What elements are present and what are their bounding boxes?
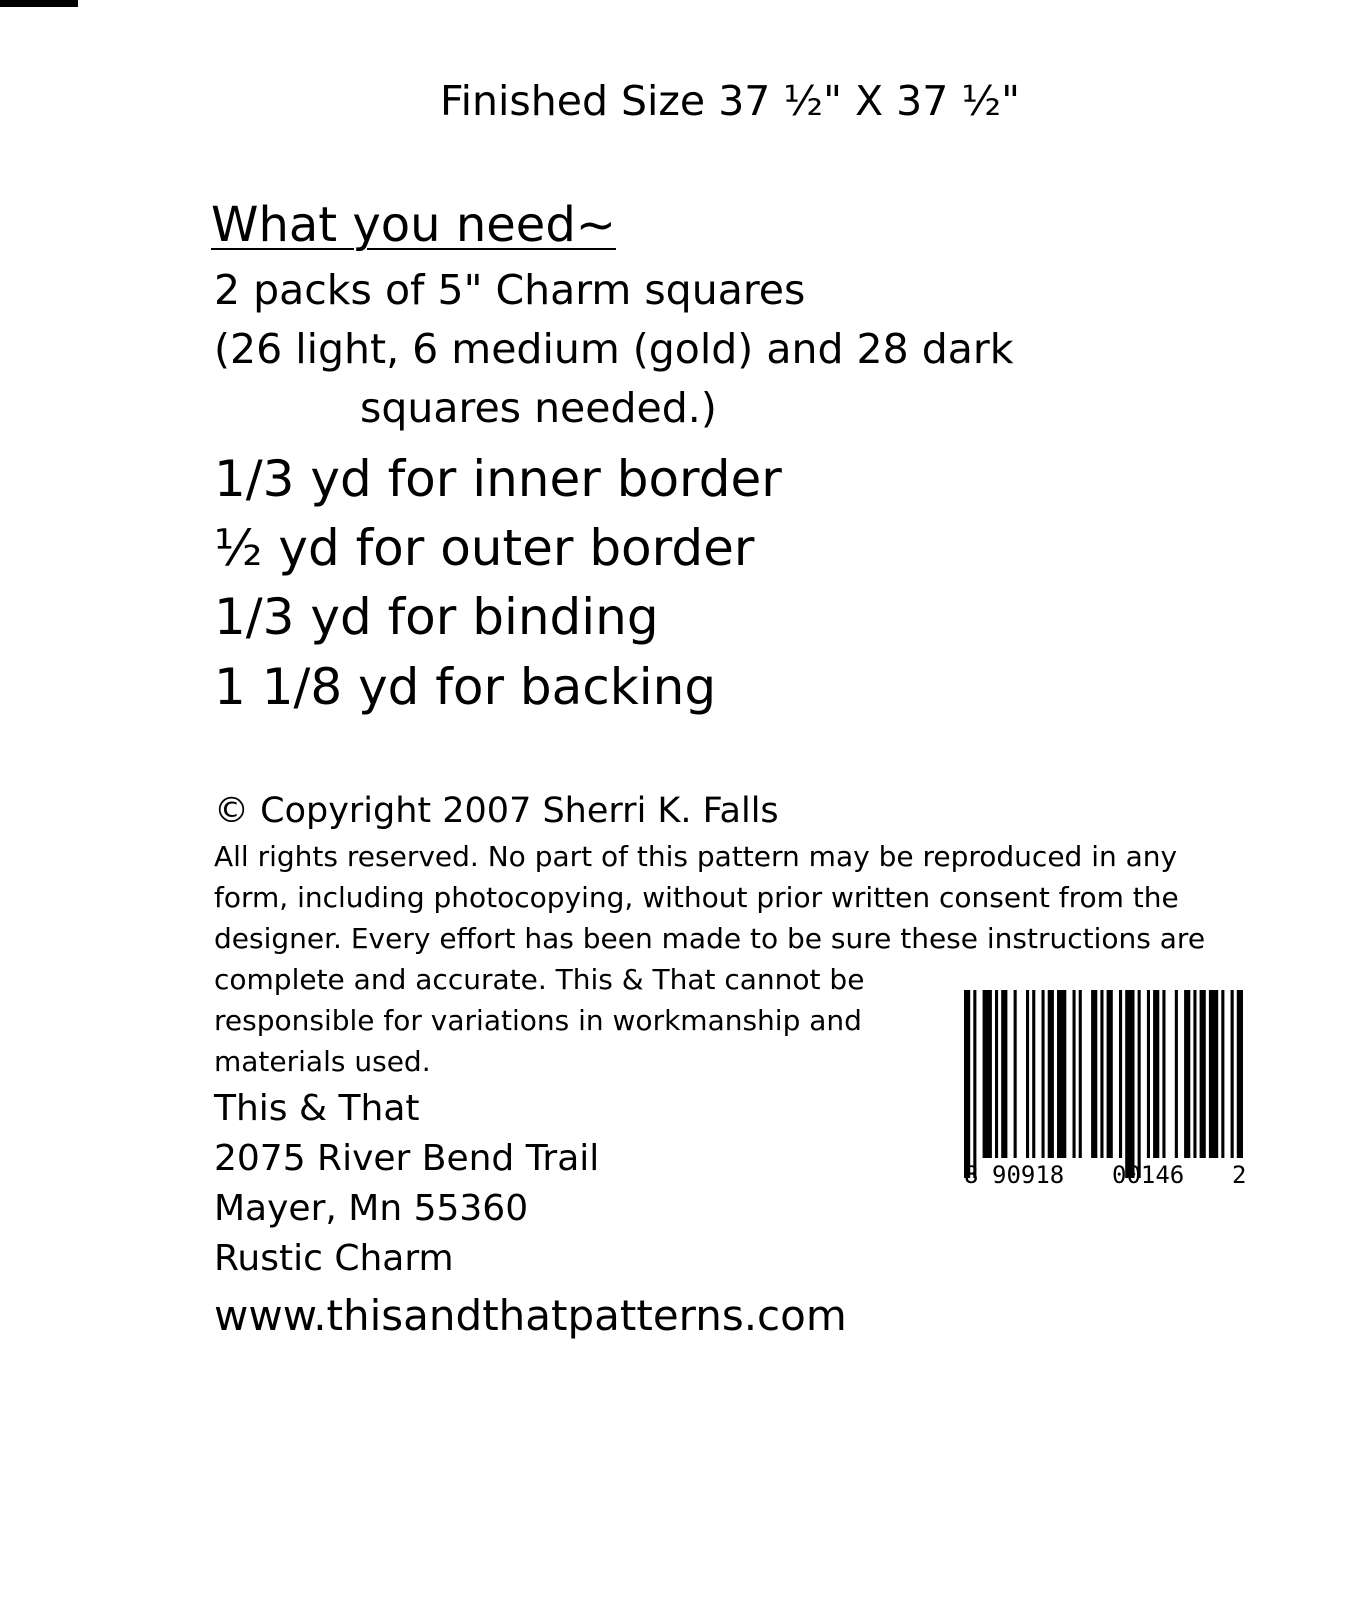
needs-line-squares-needed: squares needed.) xyxy=(360,384,717,432)
barcode-bar xyxy=(1057,990,1066,1158)
barcode-bar xyxy=(1100,990,1103,1158)
copyright-notice-line: form, including photocopying, without prior written consent from the xyxy=(214,881,1179,914)
barcode-left-digit: 8 xyxy=(964,1161,979,1189)
copyright-notice-line: responsible for variations in workmanship and xyxy=(214,1004,862,1037)
barcode-bar xyxy=(1221,990,1224,1158)
barcode-bar xyxy=(1107,990,1113,1158)
barcode-bar xyxy=(1184,990,1190,1158)
what-you-need-heading: What you need~ xyxy=(211,197,616,253)
barcode-bar xyxy=(1091,990,1097,1158)
needs-line-inner-border: 1/3 yd for inner border xyxy=(214,450,782,508)
barcode-bar xyxy=(1026,990,1029,1158)
publisher-name: This & That xyxy=(214,1088,420,1129)
barcode-bar xyxy=(1119,990,1122,1158)
publisher-city: Mayer, Mn 55360 xyxy=(214,1188,529,1229)
copyright-notice-line: complete and accurate. This & That cannot be xyxy=(214,963,865,996)
website-link[interactable]: www.thisandthatpatterns.com xyxy=(214,1291,847,1340)
barcode-bar xyxy=(964,990,970,1178)
barcode-bar xyxy=(1042,990,1045,1158)
barcode-bar xyxy=(1125,990,1134,1178)
needs-line-binding: 1/3 yd for binding xyxy=(214,588,659,646)
barcode-bar xyxy=(973,990,976,1178)
barcode-bar xyxy=(1231,990,1234,1158)
barcode-right-digit: 2 xyxy=(1232,1161,1247,1189)
barcode-bar xyxy=(1032,990,1035,1158)
barcode-left-group: 90918 xyxy=(992,1161,1065,1189)
barcode-bar xyxy=(1162,990,1165,1158)
barcode-bar xyxy=(1209,990,1218,1158)
barcode-bars xyxy=(964,990,1243,1178)
barcode xyxy=(962,990,1252,1190)
barcode-bar xyxy=(1153,990,1159,1158)
barcode-bar xyxy=(983,990,992,1158)
needs-line-backing: 1 1/8 yd for backing xyxy=(214,658,717,716)
barcode-bar xyxy=(1237,990,1243,1158)
copyright-notice-line: materials used. xyxy=(214,1045,431,1078)
barcode-right-group: 00146 xyxy=(1112,1161,1185,1189)
finished-size: Finished Size 37 ½" X 37 ½" xyxy=(440,77,1020,125)
pattern-name: Rustic Charm xyxy=(214,1238,454,1279)
needs-line-charm-packs: 2 packs of 5" Charm squares xyxy=(214,266,806,314)
publisher-street: 2075 River Bend Trail xyxy=(214,1138,600,1179)
barcode-bar xyxy=(1200,990,1206,1158)
copyright-notice-line: designer. Every effort has been made to be sure these instructions are xyxy=(214,922,1206,955)
needs-line-outer-border: ½ yd for outer border xyxy=(214,519,755,577)
barcode-bar xyxy=(1073,990,1076,1158)
barcode-bar xyxy=(1079,990,1082,1158)
copyright-title: © Copyright 2007 Sherri K. Falls xyxy=(214,791,779,831)
barcode-bar xyxy=(1014,990,1017,1158)
barcode-bar xyxy=(1193,990,1196,1158)
needs-line-square-counts: (26 light, 6 medium (gold) and 28 dark xyxy=(214,325,1014,373)
barcode-bar xyxy=(1048,990,1054,1158)
copyright-notice-line: All rights reserved. No part of this pattern may be reproduced in any xyxy=(214,840,1178,873)
barcode-bar xyxy=(1138,990,1141,1178)
scan-edge-mark xyxy=(0,0,78,7)
barcode-bar xyxy=(995,990,998,1158)
barcode-bar xyxy=(1001,990,1007,1158)
barcode-bar xyxy=(1147,990,1150,1158)
barcode-bar xyxy=(1175,990,1178,1158)
